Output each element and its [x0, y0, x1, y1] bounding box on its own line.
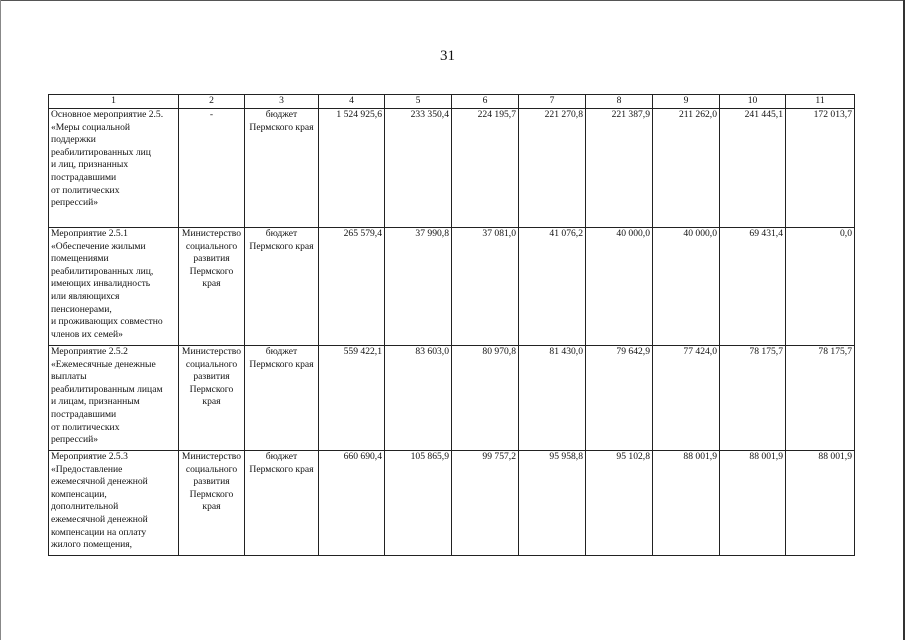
amount-cell: 88 001,9	[653, 451, 720, 556]
scan-edge-left	[0, 0, 2, 640]
amount-cell: 78 175,7	[786, 346, 855, 451]
header-cell: 6	[452, 95, 519, 109]
table-row	[49, 346, 855, 451]
amount-cell: 95 958,8	[519, 451, 586, 556]
amount-cell: 37 081,0	[452, 228, 519, 346]
header-cell: 1	[49, 95, 179, 109]
funding-source-cell: бюджет Пермского края	[245, 109, 319, 228]
amount-cell: 78 175,7	[720, 346, 786, 451]
header-cell: 5	[385, 95, 452, 109]
table-row	[49, 451, 855, 556]
amount-cell: 233 350,4	[385, 109, 452, 228]
header-cell: 3	[245, 95, 319, 109]
header-cell: 11	[786, 95, 855, 109]
header-cell: 9	[653, 95, 720, 109]
amount-cell: 40 000,0	[586, 228, 653, 346]
amount-cell: 105 865,9	[385, 451, 452, 556]
amount-cell: 211 262,0	[653, 109, 720, 228]
amount-cell: 80 970,8	[452, 346, 519, 451]
executor-cell: -	[179, 109, 245, 228]
amount-cell: 77 424,0	[653, 346, 720, 451]
amount-cell: 99 757,2	[452, 451, 519, 556]
header-cell: 10	[720, 95, 786, 109]
budget-table	[48, 94, 855, 556]
table-row	[49, 109, 855, 228]
scan-edge-top	[0, 0, 905, 2]
header-cell: 2	[179, 95, 245, 109]
funding-source-cell: бюджет Пермского края	[245, 346, 319, 451]
amount-cell: 172 013,7	[786, 109, 855, 228]
amount-cell: 41 076,2	[519, 228, 586, 346]
amount-cell: 221 270,8	[519, 109, 586, 228]
header-cell: 8	[586, 95, 653, 109]
event-name-cell: Мероприятие 2.5.1 «Обеспечение жилыми помещениями реабилитированных лиц, имеющих инвалидность или являющихся пенсионерами, и проживающих совместно членов их семей»	[49, 228, 179, 346]
amount-cell: 83 603,0	[385, 346, 452, 451]
amount-cell: 88 001,9	[786, 451, 855, 556]
amount-cell: 559 422,1	[319, 346, 385, 451]
amount-cell: 69 431,4	[720, 228, 786, 346]
amount-cell: 95 102,8	[586, 451, 653, 556]
page-number: 31	[440, 48, 455, 64]
amount-cell: 265 579,4	[319, 228, 385, 346]
amount-cell: 81 430,0	[519, 346, 586, 451]
executor-cell: Министерство социального развития Пермского края	[179, 228, 245, 346]
amount-cell: 79 642,9	[586, 346, 653, 451]
amount-cell: 221 387,9	[586, 109, 653, 228]
event-name-cell: Основное мероприятие 2.5. «Меры социальной поддержки реабилитированных лиц и лиц, признанных пострадавшими от политических репрессий»	[49, 109, 179, 228]
event-name-cell: Мероприятие 2.5.2 «Ежемесячные денежные выплаты реабилитированным лицам и лицам, признанным пострадавшими от политических репрессий»	[49, 346, 179, 451]
amount-cell: 1 524 925,6	[319, 109, 385, 228]
amount-cell: 88 001,9	[720, 451, 786, 556]
amount-cell: 37 990,8	[385, 228, 452, 346]
amount-cell: 224 195,7	[452, 109, 519, 228]
header-cell: 4	[319, 95, 385, 109]
table-row	[49, 228, 855, 346]
amount-cell: 241 445,1	[720, 109, 786, 228]
funding-source-cell: бюджет Пермского края	[245, 451, 319, 556]
amount-cell: 40 000,0	[653, 228, 720, 346]
executor-cell: Министерство социального развития Пермского края	[179, 451, 245, 556]
event-name-cell: Мероприятие 2.5.3 «Предоставление ежемесячной денежной компенсации, дополнительной ежемесячной денежной компенсации на оплату жилого помещения,	[49, 451, 179, 556]
executor-cell: Министерство социального развития Пермского края	[179, 346, 245, 451]
header-cell: 7	[519, 95, 586, 109]
amount-cell: 0,0	[786, 228, 855, 346]
header-row	[49, 95, 855, 109]
funding-source-cell: бюджет Пермского края	[245, 228, 319, 346]
amount-cell: 660 690,4	[319, 451, 385, 556]
